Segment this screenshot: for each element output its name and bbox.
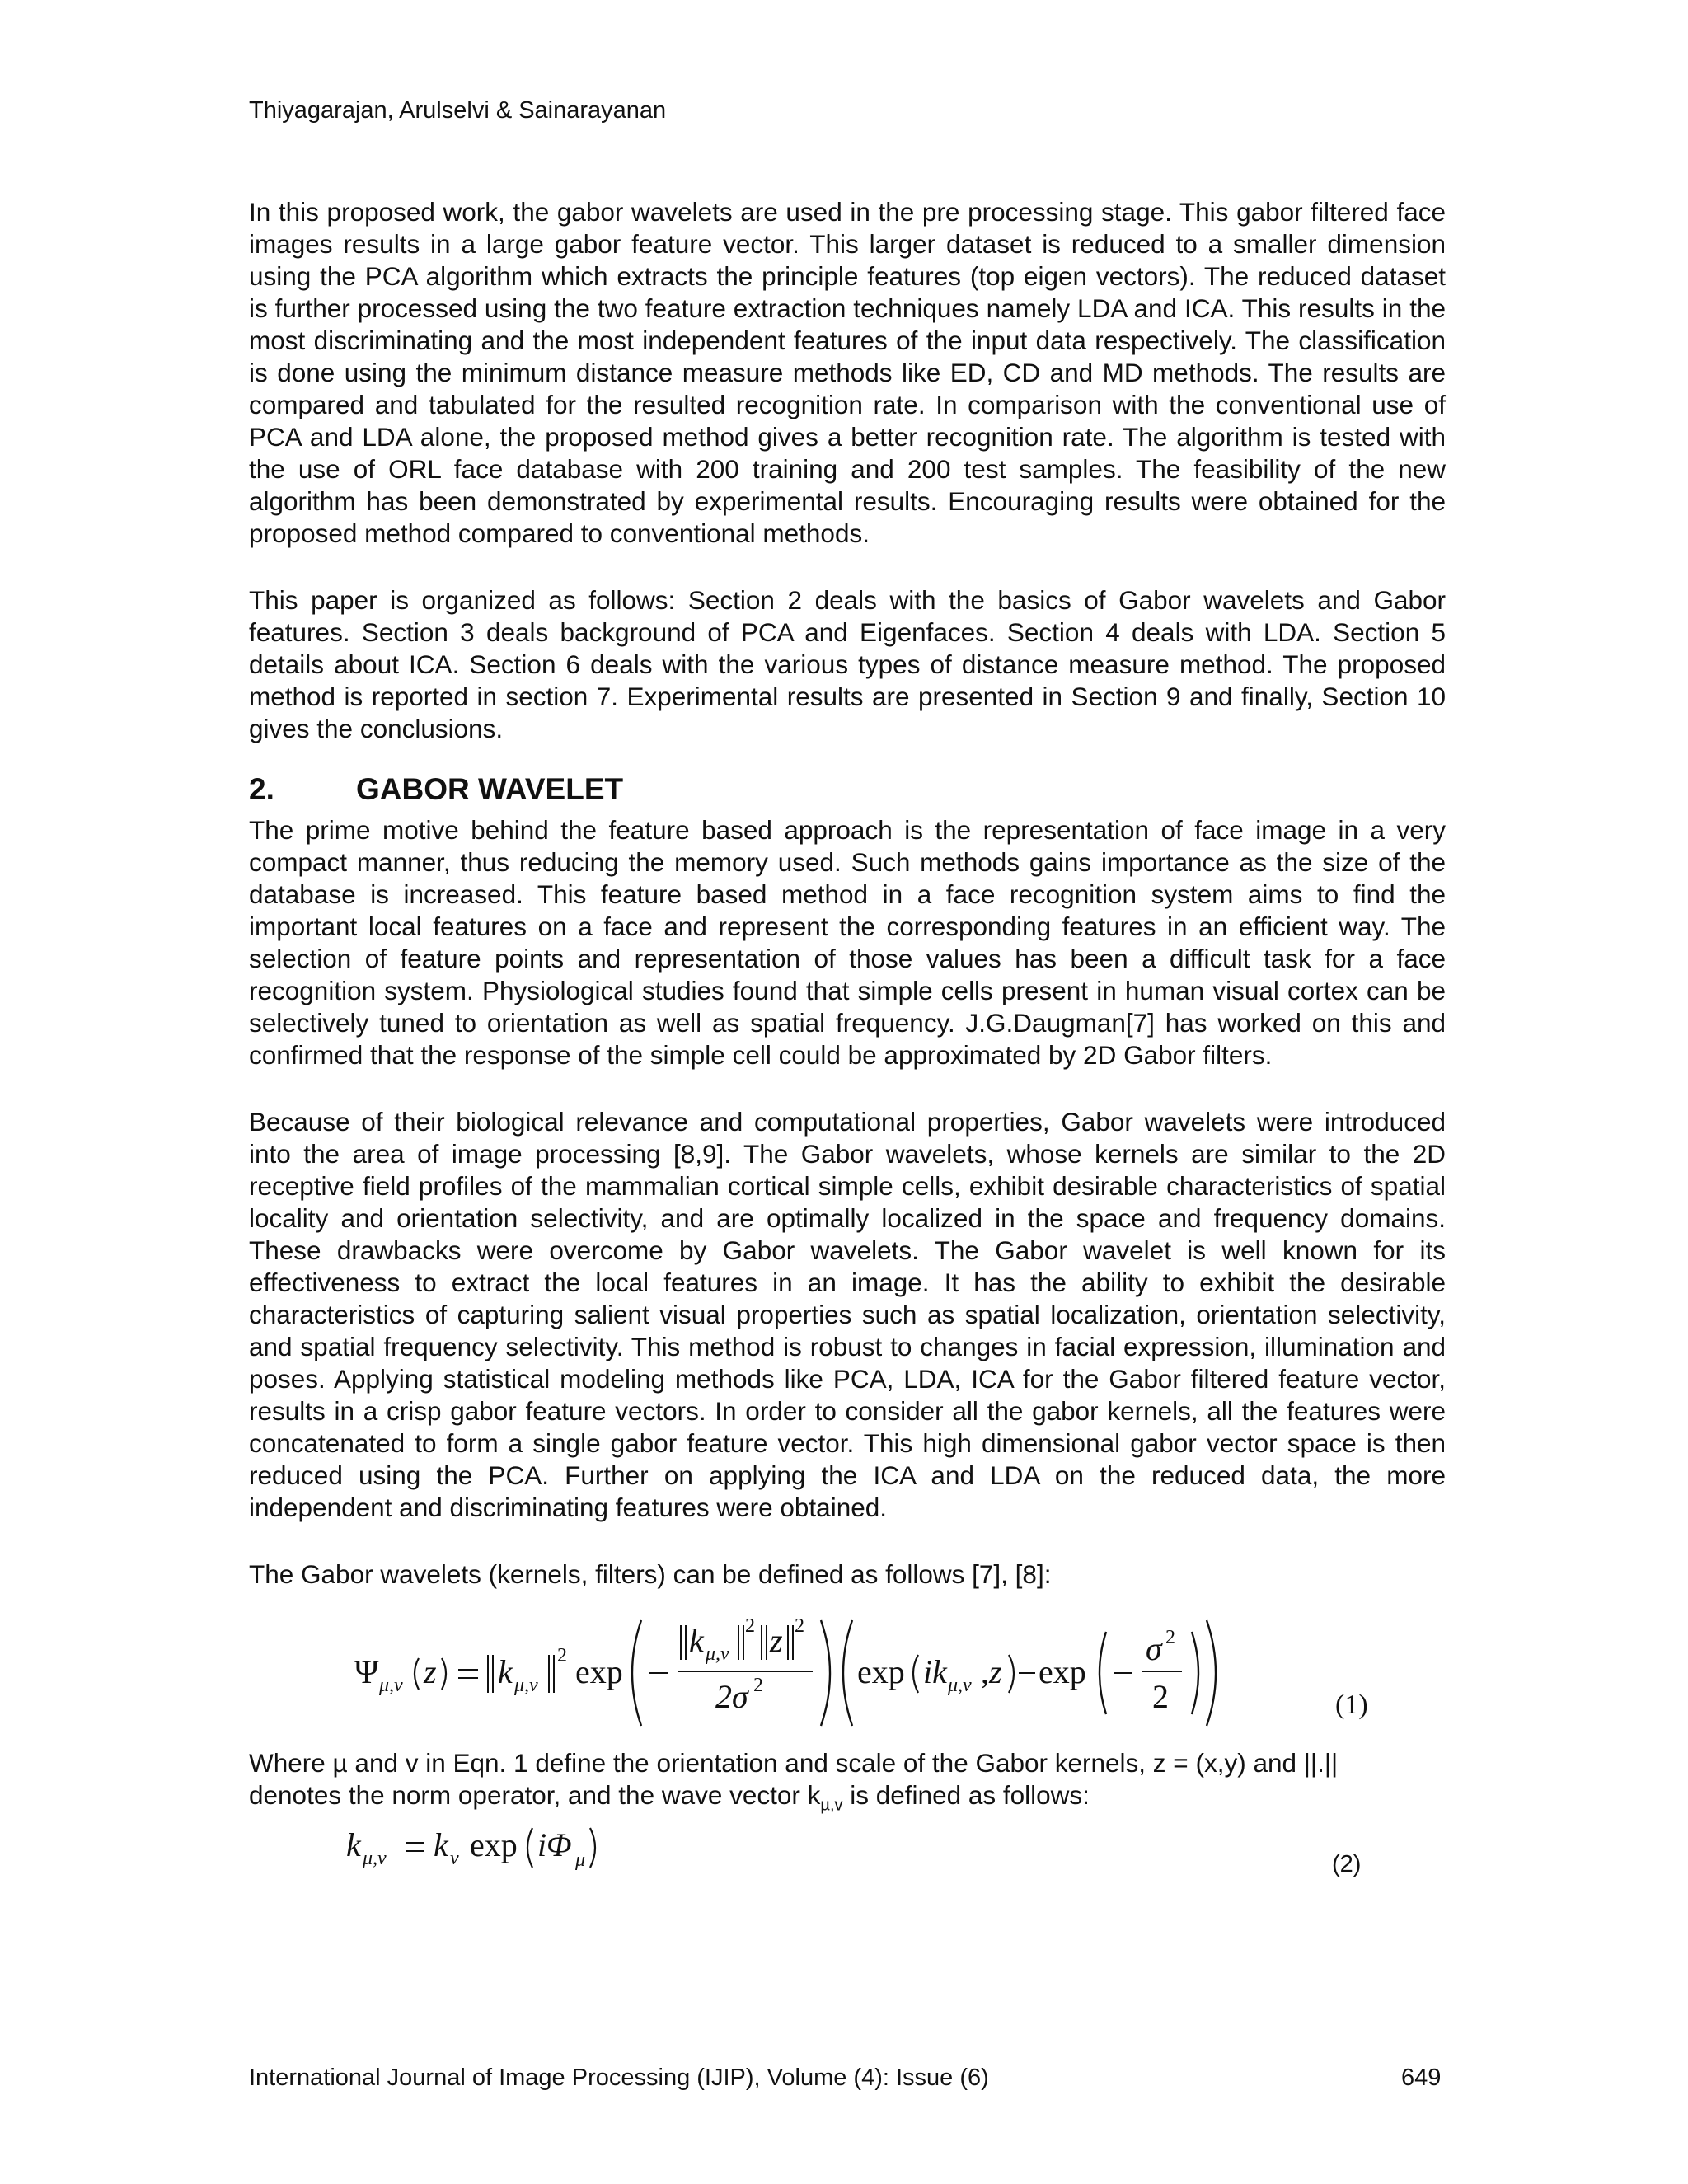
paragraph-feature-based-approach: The prime motive behind the feature based approach is the representation of face image in a very compact manner, thus reducing the memory used. Such methods gains importance as the size of the database is increased. This feature based method in a face recognition system aims to find the important local features on a face and represent the corresponding features in an efficient way. The selection of feature points and representation of those values has been a difficult task for a face recognition system. Physiological studies found that simple cells present in human visual cortex can be selectively tuned to orientation as well as spatial frequency. J.G.Daugman[7] has worked on this and confirmed that the response of the simple cell could be approximated by 2D Gabor filters. xyxy=(249,815,1446,1070)
eq2-phi-subscript: μ xyxy=(575,1849,586,1872)
equation-2-row xyxy=(249,1821,1446,1896)
eq1-ik-z: z xyxy=(989,1653,1002,1690)
eq1-num-k-subscript: μ,ν xyxy=(706,1643,729,1665)
where-line-2-post: is defined as follows: xyxy=(842,1780,1090,1810)
eq2-exp: exp xyxy=(470,1826,518,1864)
eq1-psi: Ψ xyxy=(354,1653,379,1690)
equation-1 xyxy=(354,1607,1393,1731)
eq2-k-subscript: μ,ν xyxy=(363,1848,387,1870)
eq1-psi-subscript: μ,ν xyxy=(379,1675,403,1696)
eq1-two: 2 xyxy=(1152,1678,1169,1715)
eq1-sigma-square: 2 xyxy=(1165,1627,1175,1648)
eq1-exp-2: exp xyxy=(857,1653,905,1690)
eq1-num-k-square: 2 xyxy=(745,1615,755,1637)
eq1-num-z-square: 2 xyxy=(795,1615,804,1637)
eq2-kv-subscript: ν xyxy=(450,1848,459,1870)
eq2-kv: k xyxy=(434,1826,448,1864)
footer-page-number: 649 xyxy=(1401,2064,1442,2091)
section-title: GABOR WAVELET xyxy=(356,772,624,806)
where-line-2-pre: denotes the norm operator, and the wave vector k xyxy=(249,1780,821,1810)
eq2-iphi: iΦ xyxy=(537,1826,572,1864)
paragraph-organization: This paper is organized as follows: Section 2 deals with the basics of Gabor wavelets and Gabor features. Section 3 deals background of PCA and Eigenfaces. Section 4 deals with LDA. Section 5 details about ICA. Section 6 deals with the various types of distance measure method. The proposed method is reported in section 7. Experimental results are presented in Section 9 and finally, Section 10 gives the conclusions. xyxy=(249,585,1446,743)
eq1-z: z xyxy=(424,1653,437,1690)
eq2-k: k xyxy=(346,1826,361,1864)
eq1-ik: ik xyxy=(923,1653,947,1690)
eq1-denominator-square: 2 xyxy=(753,1675,763,1696)
main-content xyxy=(249,196,1446,1896)
equation-2-number: (2) xyxy=(1332,1851,1362,1878)
eq1-denominator: 2σ xyxy=(715,1678,748,1715)
equation-1-explanation xyxy=(249,1747,1446,1821)
paragraph-gabor-definition-intro: The Gabor wavelets (kernels, filters) can be defined as follows [7], [8]: xyxy=(249,1559,1052,1589)
eq1-k-square: 2 xyxy=(557,1645,567,1666)
running-header-authors: Thiyagarajan, Arulselvi & Sainarayanan xyxy=(249,97,667,124)
eq1-exp-3: exp xyxy=(1039,1653,1086,1690)
equation-1-row xyxy=(249,1607,1446,1731)
eq1-num-k: k xyxy=(689,1622,704,1659)
where-line-2-subscript: µ,v xyxy=(820,1796,843,1815)
svg-text:,: , xyxy=(981,1653,989,1690)
eq1-exp: exp xyxy=(575,1653,623,1690)
paragraph-proposed-work: In this proposed work, the gabor wavelets are used in the pre processing stage. This gabor filtered face images results in a large gabor feature vector. This larger dataset is reduced to a smaller dimension using the PCA algorithm which extracts the principle features (top eigen vectors). The reduced dataset is further processed using the two feature extraction techniques namely LDA and ICA. This results in the most discriminating and the most independent features of the input data respectively. The classification is done using the minimum distance measure methods like ED, CD and MD methods. The results are compared and tabulated for the resulted recognition rate. In comparison with the conventional use of PCA and LDA alone, the proposed method gives a better recognition rate. The algorithm is tested with the use of ORL face database with 200 training and 200 test samples. The feasibility of the new algorithm has been demonstrated by experimental results. Encouraging results were obtained for the proposed method compared to conventional methods. xyxy=(249,197,1446,548)
paragraph-gabor-wavelets: Because of their biological relevance and computational properties, Gabor wavelets were introduced into the area of image processing [8,9]. The Gabor wavelets, whose kernels are similar to the 2D receptive field profiles of the mammalian cortical simple cells, exhibit desirable characteristics of spatial locality and orientation selectivity, and are optimally localized in the space and frequency domains. These drawbacks were overcome by Gabor wavelets. The Gabor wavelet is well known for its effectiveness to extract the local features in an image. It has the ability to exhibit the desirable characteristics of capturing salient visual properties such as spatial localization, orientation selectivity, and spatial frequency selectivity. This method is robust to changes in facial expression, illumination and poses. Applying statistical modeling methods like PCA, LDA, ICA for the Gabor filtered feature vector, results in a crisp gabor feature vectors. In order to consider all the gabor kernels, all the features were concatenated to form a single gabor feature vector. This high dimensional gabor vector space is then reduced using the PCA. Further on applying the ICA and LDA on the reduced data, the more independent and discriminating features were obtained. xyxy=(249,1107,1446,1522)
equation-1-number: (1) xyxy=(1335,1690,1368,1720)
eq1-ik-subscript: μ,ν xyxy=(948,1675,972,1696)
eq1-k-subscript: μ,ν xyxy=(514,1675,538,1696)
section-number: 2. xyxy=(249,772,274,806)
eq1-sigma: σ xyxy=(1146,1630,1162,1667)
footer-journal: International Journal of Image Processing (IJIP), Volume (4): Issue (6) xyxy=(249,2064,989,2091)
where-line-1: Where µ and v in Eqn. 1 define the orientation and scale of the Gabor kernels, z = (x,y) and ||.|| xyxy=(249,1748,1339,1778)
eq1-num-z: z xyxy=(770,1622,783,1659)
eq1-k: k xyxy=(498,1653,513,1690)
equation-2 xyxy=(346,1816,692,1891)
section-heading xyxy=(249,770,1446,809)
